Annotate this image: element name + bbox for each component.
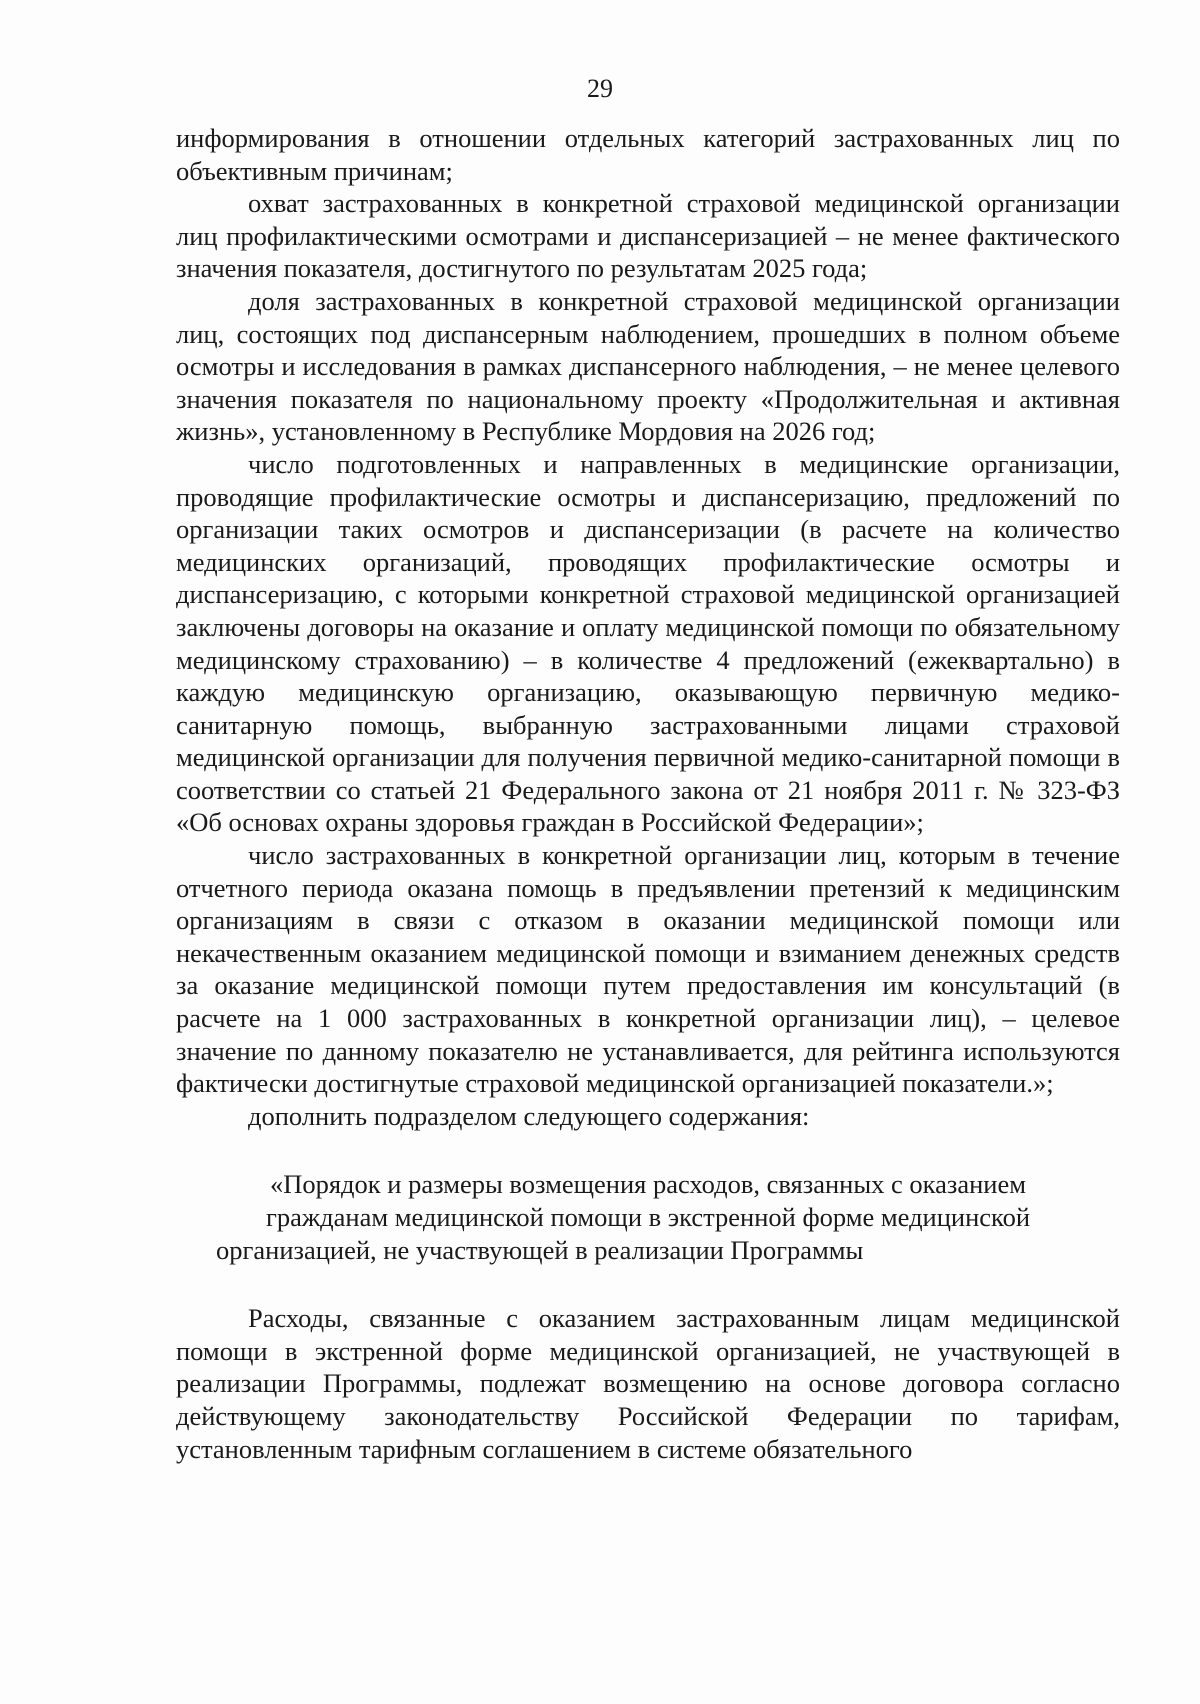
paragraph-proposals-count: число подготовленных и направленных в медицинские организации, проводящие профилактические осмотры и диспансеризацию, предложений по организации таких осмотров и диспансеризации (в расчете на количество медицинских организаций, проводящих профилактические осмотры и диспансеризацию, с которыми конкретной страховой медицинской организацией заключены договоры на оказание и оплату медицинской помощи по обязательному медицинскому страхованию) – в количестве 4 предложений (ежеквартально) в каждую медицинскую организацию, оказывающую первичную медико-санитарную помощь, выбранную застрахованными лицами страховой медицинской организации для получения первичной медико-санитарной помощи в соответствии со статьей 21 Федерального закона от 21 ноября 2011 г. № 323-ФЗ «Об основах охраны здоровья граждан в Российской Федерации»; [176, 448, 1120, 838]
page-number: 29 [587, 74, 613, 103]
paragraph-coverage: охват застрахованных в конкретной страховой медицинской организации лиц профилактическими осмотрами и диспансеризацией – не менее фактического значения показателя, достигнутого по результатам 2025 года; [176, 188, 1120, 284]
subsection-heading: «Порядок и размеры возмещения расходов, связанных с оказанием гражданам медицинской помощи в экстренной форме медицинской организацией, не участвующей в реализации Программы [216, 1169, 1031, 1265]
paragraph-claims-assistance: число застрахованных в конкретной организации лиц, которым в течение отчетного периода оказана помощь в предъявлении претензий к медицинским организациям в связи с отказом в оказании медицинской помощи или некачественным оказанием медицинской помощи и взиманием денежных средств за оказание медицинской помощи путем предоставления им консультаций (в расчете на 1 000 застрахованных в конкретной организации лиц), – целевое значение по данному показателю не устанавливается, для рейтинга используются фактически достигнутые страховой медицинской организацией показатели.»; [176, 840, 1120, 1099]
paragraph-supplement: дополнить подразделом следующего содержания: [248, 1100, 810, 1131]
paragraph-share-dispensary: доля застрахованных в конкретной страховой медицинской организации лиц, состоящих под диспансерным наблюдением, прошедших в полном объеме осмотры и исследования в рамках диспансерного наблюдения, – не менее целевого значения показателя по национальному проекту «Продолжительная и активная жизнь», установленному в Республике Мордовия на 2026 год; [176, 285, 1120, 447]
paragraph-expenses: Расходы, связанные с оказанием застрахованным лицам медицинской помощи в экстренной форме медицинской организацией, не участвующей в реализации Программы, подлежат возмещению на основе договора согласно действующему законодательству Российской Федерации по тарифам, установленным тарифным соглашением в системе обязательного [176, 1303, 1120, 1464]
paragraph-continuation: информирования в отношении отдельных категорий застрахованных лиц по объективным причинам; [176, 123, 1120, 186]
document-body [176, 122, 1120, 1465]
